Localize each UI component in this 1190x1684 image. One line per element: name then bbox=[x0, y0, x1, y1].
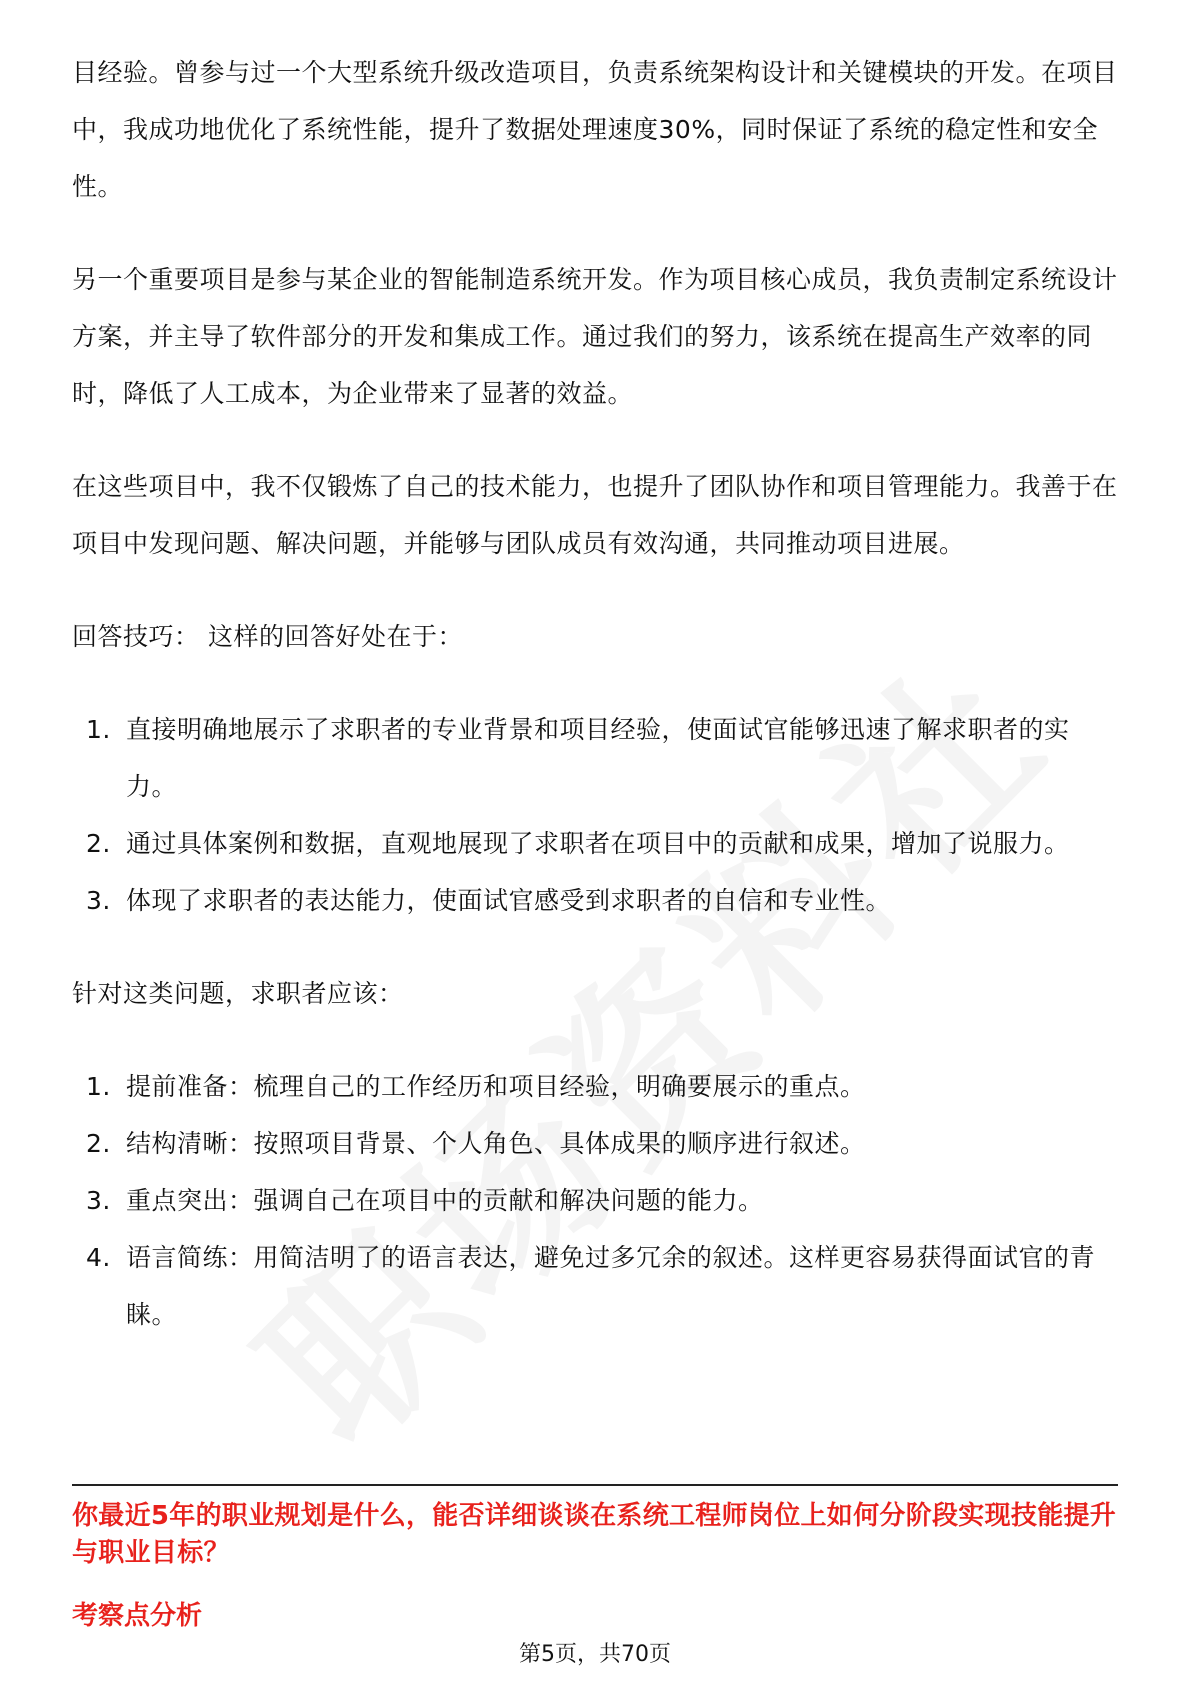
list-item-text: 结构清晰：按照项目背景、个人角色、具体成果的顺序进行叙述。 bbox=[126, 1129, 866, 1158]
list-number: 3. bbox=[86, 886, 111, 915]
paragraph-teamwork: 在这些项目中，我不仅锻炼了自己的技术能力，也提升了团队协作和项目管理能力。我善于在项目中发现问题、解决问题，并能够与团队成员有效沟通，共同推动项目进展。 bbox=[72, 472, 1118, 558]
list-number: 2. bbox=[86, 829, 111, 858]
list-item bbox=[72, 872, 1118, 929]
page-footer: 第5页，共70页 bbox=[519, 1642, 671, 1667]
list-item bbox=[72, 701, 1118, 815]
list-item-text: 体现了求职者的表达能力，使面试官感受到求职者的自信和专业性。 bbox=[126, 886, 892, 915]
list-item-text: 提前准备：梳理自己的工作经历和项目经验，明确要展示的重点。 bbox=[126, 1072, 866, 1101]
section-divider bbox=[72, 1484, 1118, 1486]
list-number: 1. bbox=[86, 1072, 111, 1101]
list-item bbox=[72, 815, 1118, 872]
advice-list bbox=[72, 1058, 1118, 1343]
list-number: 2. bbox=[86, 1129, 111, 1158]
list-item-text: 重点突出：强调自己在项目中的贡献和解决问题的能力。 bbox=[126, 1186, 764, 1215]
tips-title: 回答技巧： 这样的回答好处在于： bbox=[72, 622, 463, 651]
next-question-heading: 你最近5年的职业规划是什么，能否详细谈谈在系统工程师岗位上如何分阶段实现技能提升与职业目标？ bbox=[72, 1501, 1117, 1568]
list-number: 4. bbox=[86, 1243, 111, 1272]
paragraph-project-experience: 目经验。曾参与过一个大型系统升级改造项目，负责系统架构设计和关键模块的开发。在项目中，我成功地优化了系统性能，提升了数据处理速度30%，同时保证了系统的稳定性和安全性。 bbox=[72, 58, 1118, 201]
list-item bbox=[72, 1115, 1118, 1172]
analysis-heading: 考察点分析 bbox=[72, 1601, 203, 1631]
tips-list bbox=[72, 701, 1118, 929]
list-number: 1. bbox=[86, 715, 111, 744]
list-item-text: 语言简练：用简洁明了的语言表达，避免过多冗余的叙述。这样更容易获得面试官的青睐。 bbox=[126, 1243, 1096, 1329]
paragraph-smart-manufacturing: 另一个重要项目是参与某企业的智能制造系统开发。作为项目核心成员，我负责制定系统设计方案，并主导了软件部分的开发和集成工作。通过我们的努力，该系统在提高生产效率的同时，降低了人工成本，为企业带来了显著的效益。 bbox=[72, 265, 1118, 408]
list-item-text: 直接明确地展示了求职者的专业背景和项目经验，使面试官能够迅速了解求职者的实力。 bbox=[126, 715, 1070, 801]
list-item bbox=[72, 1229, 1118, 1343]
list-item bbox=[72, 1172, 1118, 1229]
list-item bbox=[72, 1058, 1118, 1115]
advice-title: 针对这类问题，求职者应该： bbox=[72, 979, 404, 1008]
list-item-text: 通过具体案例和数据，直观地展现了求职者在项目中的贡献和成果，增加了说服力。 bbox=[126, 829, 1070, 858]
list-number: 3. bbox=[86, 1186, 111, 1215]
page-content bbox=[72, 44, 1118, 1379]
